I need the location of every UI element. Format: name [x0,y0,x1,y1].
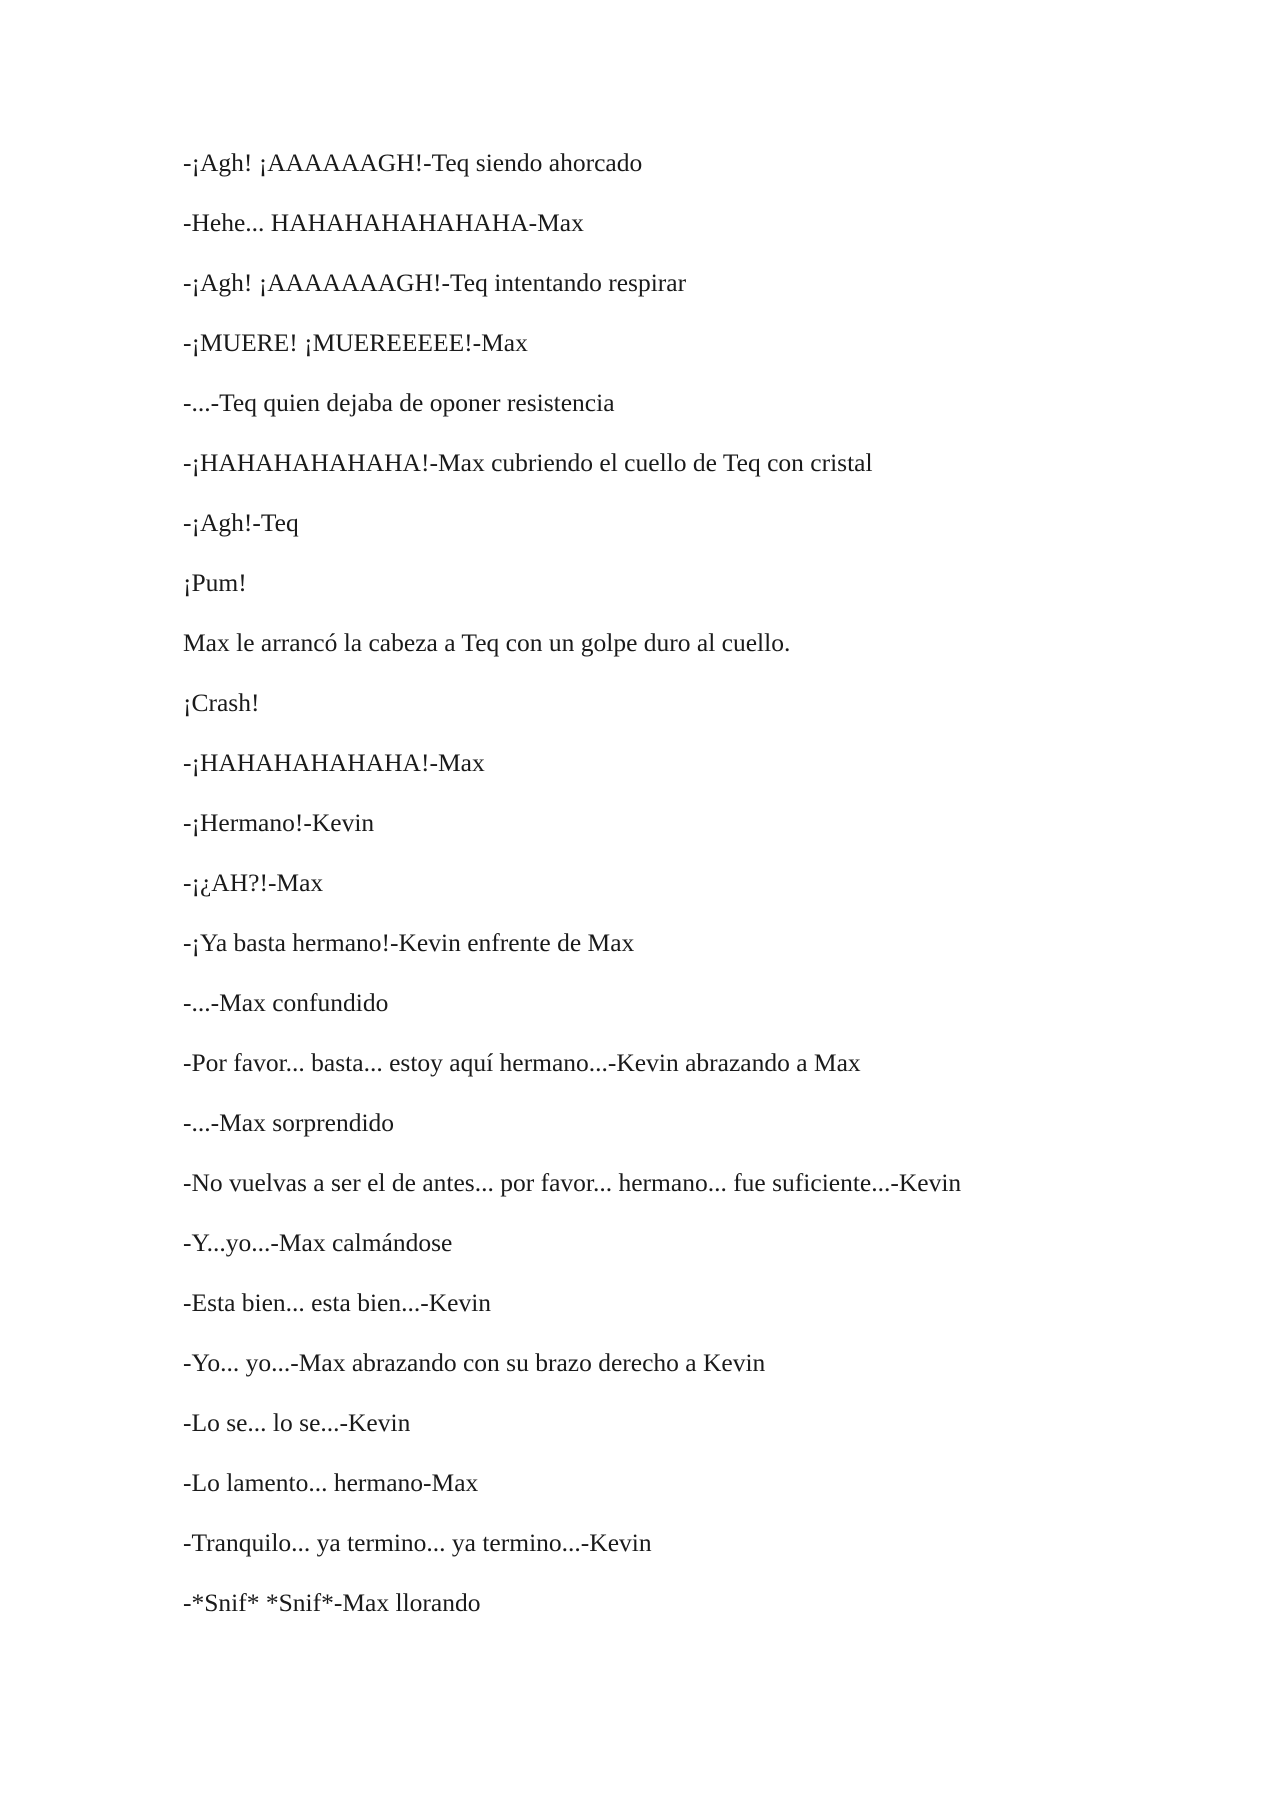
text-line: -...-Max sorprendido [183,1108,395,1137]
text-line: -Por favor... basta... estoy aquí hermano...-Kevin abrazando a Max [183,1048,861,1077]
text-line: -¡HAHAHAHAHAHA!-Max [183,748,485,777]
text-line: Max le arrancó la cabeza a Teq con un golpe duro al cuello. [183,628,791,657]
text-line: -Yo... yo...-Max abrazando con su brazo derecho a Kevin [183,1348,766,1377]
text-line: -Hehe... HAHAHAHAHAHAHA-Max [183,208,584,237]
text-line: -¡Ya basta hermano!-Kevin enfrente de Max [183,928,635,957]
text-line: -¡Agh!-Teq [183,508,299,537]
text-line: -Y...yo...-Max calmándose [183,1228,453,1257]
text-line: -Esta bien... esta bien...-Kevin [183,1288,492,1317]
text-line: ¡Pum! [183,568,247,597]
text-line: -¡¿AH?!-Max [183,868,324,897]
text-line: -*Snif* *Snif*-Max llorando [183,1588,481,1617]
text-line: ¡Crash! [183,688,260,717]
text-line: -...-Teq quien dejaba de oponer resistencia [183,388,615,417]
text-line: -Lo lamento... hermano-Max [183,1468,479,1497]
text-line: -¡HAHAHAHAHAHA!-Max cubriendo el cuello de Teq con cristal [183,448,873,477]
text-line: -¡Agh! ¡AAAAAAGH!-Teq siendo ahorcado [183,148,643,177]
text-body [183,148,1183,1648]
text-line: -¡Agh! ¡AAAAAAAGH!-Teq intentando respirar [183,268,687,297]
text-line: -¡MUERE! ¡MUEREEEEE!-Max [183,328,528,357]
text-line: -...-Max confundido [183,988,389,1017]
text-line: -¡Hermano!-Kevin [183,808,375,837]
text-line: -Tranquilo... ya termino... ya termino...-Kevin [183,1528,652,1557]
text-line: -No vuelvas a ser el de antes... por favor... hermano... fue suficiente...-Kevin [183,1168,962,1197]
text-line: -Lo se... lo se...-Kevin [183,1408,411,1437]
